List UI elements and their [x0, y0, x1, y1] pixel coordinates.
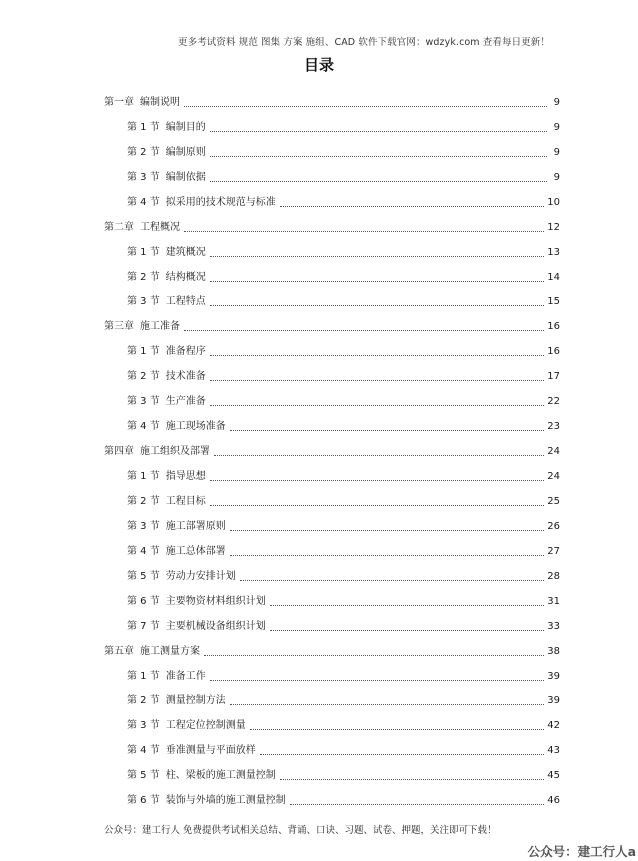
toc-entry-title: 施工总体部署: [165, 545, 226, 557]
toc-dot-leader: [210, 304, 545, 306]
toc-entry-title: 主要物资材料组织计划: [165, 595, 266, 607]
toc-entry-page-number: 39: [547, 670, 560, 682]
toc-dot-leader: [270, 629, 545, 631]
toc-entry-page-number: 17: [547, 371, 560, 383]
toc-dot-leader: [214, 454, 544, 456]
toc-section-entry: [104, 259, 560, 284]
toc-entry-title: 施工测量方案: [140, 645, 200, 657]
toc-entry-title: 施工准备: [140, 321, 180, 333]
toc-entry-number: 第 7 节: [127, 620, 160, 632]
toc-entry-number: 第 4 节: [127, 545, 160, 557]
toc-entry-title: 指导思想: [165, 471, 206, 482]
toc-entry-title: 工程目标: [165, 495, 206, 507]
toc-entry-title: 技术准备: [165, 371, 206, 383]
toc-dot-leader: [210, 479, 545, 481]
toc-entry-number: 第二章: [104, 221, 134, 233]
toc-entry-page-number: 9: [553, 146, 560, 158]
toc-entry-page-number: 9: [553, 96, 560, 108]
toc-section-entry: [104, 383, 560, 408]
toc-chapter-entry: [104, 209, 560, 234]
toc-dot-leader: [210, 379, 545, 381]
toc-entry-number: 第 3 节: [127, 520, 160, 532]
toc-entry-number: 第 3 节: [127, 720, 160, 732]
toc-entry-title: 拟采用的技术规范与标准: [165, 196, 276, 208]
toc-dot-leader: [280, 778, 545, 780]
toc-entry-title: 装饰与外墙的施工测量控制: [165, 795, 286, 807]
toc-dot-leader: [290, 803, 545, 805]
toc-dot-leader: [184, 105, 547, 107]
toc-entry-page-number: 38: [547, 645, 560, 657]
toc-entry-page-number: 42: [547, 720, 560, 732]
toc-dot-leader: [240, 579, 545, 581]
toc-entry-number: 第 2 节: [127, 271, 160, 283]
toc-entry-title: 结构概况: [165, 271, 206, 283]
toc-entry-number: 第 5 节: [127, 570, 160, 582]
toc-entry-title: 垂准测量与平面放样: [165, 745, 256, 757]
toc-entry-number: 第 1 节: [127, 471, 160, 482]
top-banner: 更多考试资料 规范 图集 方案 施组、CAD 软件下载官网：wdzyk.com 查看每日更新！: [178, 37, 550, 48]
toc-section-entry: [104, 458, 560, 483]
toc-entry-number: 第 3 节: [127, 396, 160, 408]
toc-dot-leader: [210, 180, 547, 182]
toc-section-entry: [104, 483, 560, 508]
toc-entry-number: 第 1 节: [127, 121, 160, 133]
toc-entry-number: 第 2 节: [127, 695, 160, 707]
toc-dot-leader: [260, 753, 545, 755]
toc-entry-number: 第五章: [104, 645, 134, 657]
toc-entry-number: 第一章: [104, 96, 134, 108]
toc-entry-title: 建筑概况: [165, 246, 206, 258]
toc-entry-number: 第 4 节: [127, 745, 160, 757]
toc-entry-title: 柱、梁板的施工测量控制: [165, 770, 276, 782]
toc-entry-title: 主要机械设备组织计划: [165, 620, 266, 632]
toc-section-entry: [104, 782, 560, 807]
toc-entry-title: 施工组织及部署: [140, 446, 210, 458]
toc-dot-leader: [280, 205, 545, 207]
toc-entry-number: 第四章: [104, 446, 134, 458]
toc-entry-number: 第 3 节: [127, 296, 160, 308]
toc-entry-page-number: 26: [547, 520, 560, 532]
toc-section-entry: [104, 358, 560, 383]
toc-entry-title: 编制目的: [165, 121, 206, 133]
toc-entry-page-number: 12: [547, 221, 560, 233]
toc-entry-title: 准备程序: [165, 346, 206, 358]
toc-entry-title: 准备工作: [165, 670, 206, 682]
toc-entry-page-number: 25: [547, 495, 560, 507]
toc-section-entry: [104, 583, 560, 608]
toc-dot-leader: [210, 255, 545, 257]
toc-dot-leader: [210, 155, 547, 157]
toc-entry-title: 编制说明: [140, 96, 180, 108]
toc-entry-page-number: 24: [547, 471, 560, 482]
toc-section-entry: [104, 184, 560, 209]
table-of-contents: [104, 84, 560, 807]
toc-dot-leader: [230, 554, 545, 556]
toc-entry-title: 生产准备: [165, 396, 206, 408]
toc-entry-page-number: 24: [547, 446, 560, 458]
toc-entry-page-number: 39: [547, 695, 560, 707]
toc-section-entry: [104, 757, 560, 782]
toc-entry-title: 施工部署原则: [165, 520, 226, 532]
toc-entry-number: 第 4 节: [127, 421, 160, 433]
bottom-banner: 公众号：建工行人 免费提供考试相关总结、背诵、口诀、习题、试卷、押题，关注即可下载！: [104, 825, 497, 836]
watermark: 公众号：建工行人a: [527, 844, 636, 859]
toc-entry-number: 第 2 节: [127, 371, 160, 383]
toc-entry-page-number: 15: [547, 296, 560, 308]
toc-entry-number: 第 1 节: [127, 670, 160, 682]
toc-entry-page-number: 9: [553, 171, 560, 183]
toc-entry-number: 第 1 节: [127, 346, 160, 358]
toc-entry-page-number: 16: [547, 321, 560, 333]
toc-dot-leader: [250, 728, 545, 730]
toc-dot-leader: [230, 703, 545, 705]
toc-entry-page-number: 45: [547, 770, 560, 782]
toc-entry-page-number: 16: [547, 346, 560, 358]
toc-chapter-entry: [104, 633, 560, 658]
toc-section-entry: [104, 683, 560, 708]
toc-entry-number: 第 1 节: [127, 246, 160, 258]
toc-entry-page-number: 23: [547, 421, 560, 433]
toc-entry-number: 第三章: [104, 321, 134, 333]
toc-entry-page-number: 43: [547, 745, 560, 757]
page-title: 目录: [303, 56, 334, 74]
toc-dot-leader: [210, 404, 545, 406]
toc-dot-leader: [210, 504, 545, 506]
toc-dot-leader: [230, 529, 545, 531]
toc-dot-leader: [210, 130, 547, 132]
toc-dot-leader: [184, 230, 544, 232]
toc-entry-title: 编制依据: [165, 171, 206, 183]
toc-entry-number: 第 2 节: [127, 146, 160, 158]
toc-section-entry: [104, 109, 560, 134]
toc-dot-leader: [230, 429, 545, 431]
toc-dot-leader: [210, 679, 545, 681]
toc-section-entry: [104, 333, 560, 358]
toc-section-entry: [104, 558, 560, 583]
toc-entry-number: 第 3 节: [127, 171, 160, 183]
toc-dot-leader: [270, 604, 545, 606]
toc-section-entry: [104, 234, 560, 259]
toc-section-entry: [104, 508, 560, 533]
toc-section-entry: [104, 533, 560, 558]
toc-chapter-entry: [104, 84, 560, 109]
toc-entry-title: 施工现场准备: [165, 421, 226, 433]
toc-entry-number: 第 6 节: [127, 795, 160, 807]
toc-entry-page-number: 10: [547, 196, 560, 208]
toc-chapter-entry: [104, 433, 560, 458]
toc-entry-page-number: 33: [547, 620, 560, 632]
toc-entry-page-number: 13: [547, 246, 560, 258]
toc-entry-title: 工程定位控制测量: [165, 720, 246, 732]
toc-section-entry: [104, 608, 560, 633]
toc-dot-leader: [210, 354, 545, 356]
toc-entry-title: 劳动力安排计划: [165, 570, 236, 582]
toc-chapter-entry: [104, 308, 560, 333]
toc-section-entry: [104, 284, 560, 309]
toc-entry-title: 工程概况: [140, 221, 180, 233]
toc-entry-number: 第 2 节: [127, 495, 160, 507]
toc-entry-page-number: 9: [553, 121, 560, 133]
toc-section-entry: [104, 732, 560, 757]
toc-section-entry: [104, 707, 560, 732]
toc-entry-number: 第 6 节: [127, 595, 160, 607]
toc-entry-number: 第 5 节: [127, 770, 160, 782]
toc-entry-page-number: 46: [547, 795, 560, 807]
toc-entry-title: 测量控制方法: [165, 695, 226, 707]
toc-entry-page-number: 22: [547, 396, 560, 408]
toc-entry-page-number: 27: [547, 545, 560, 557]
toc-entry-page-number: 14: [547, 271, 560, 283]
toc-entry-title: 编制原则: [165, 146, 206, 158]
toc-entry-title: 工程特点: [165, 296, 206, 308]
toc-entry-page-number: 31: [547, 595, 560, 607]
toc-section-entry: [104, 134, 560, 159]
toc-dot-leader: [184, 329, 544, 331]
toc-entry-number: 第 4 节: [127, 196, 160, 208]
toc-dot-leader: [204, 654, 544, 656]
toc-section-entry: [104, 658, 560, 683]
toc-section-entry: [104, 408, 560, 433]
toc-section-entry: [104, 159, 560, 184]
toc-dot-leader: [210, 280, 545, 282]
toc-entry-page-number: 28: [547, 570, 560, 582]
